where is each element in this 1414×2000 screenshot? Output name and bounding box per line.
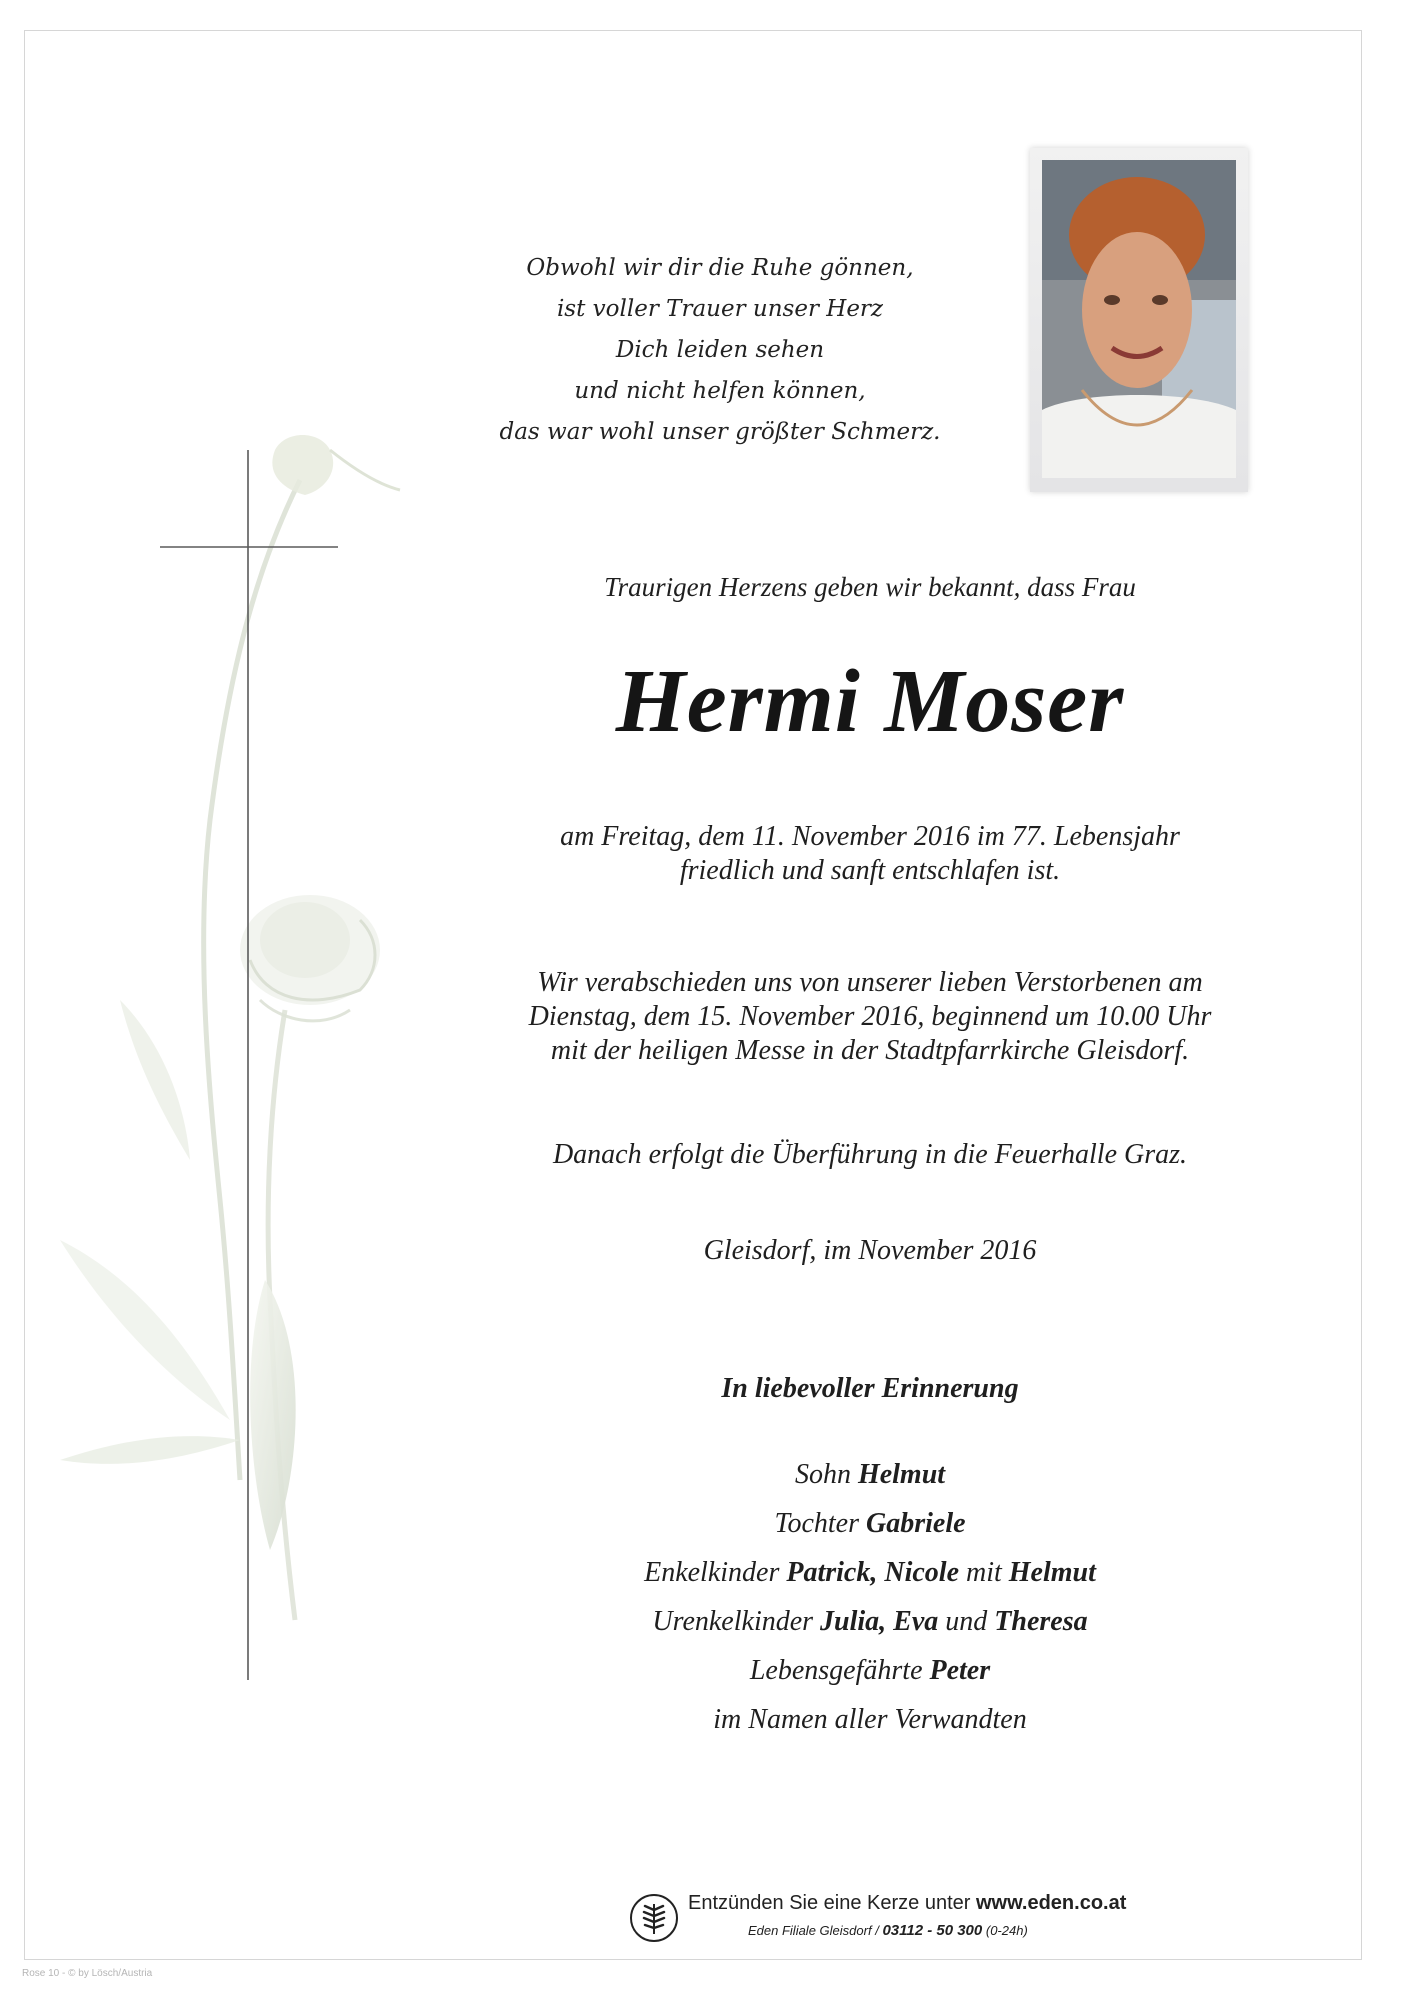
poem-line: ist voller Trauer unser Herz: [556, 296, 884, 322]
poem: [470, 248, 970, 453]
mourner-grandchildren: Enkelkinder Patrick, Nicole mit Helmut: [644, 1557, 1096, 1588]
mourner-partner: Lebensgefährte Peter: [749, 1655, 991, 1686]
poem-line: und nicht helfen können,: [574, 378, 866, 404]
rose-bud-icon: [272, 435, 400, 495]
memory-heading: In liebevoller Erinnerung: [721, 1373, 1019, 1404]
design-credit: Rose 10 - © by Lösch/Austria: [22, 1968, 153, 1979]
mourner-great-grandchildren: Urenkelkinder Julia, Eva und Theresa: [652, 1606, 1088, 1637]
portrait-frame: [1030, 148, 1248, 492]
leaf-icon: [250, 1280, 295, 1550]
eden-logo-icon: [630, 1894, 678, 1942]
rose-and-cross-decoration: [60, 300, 420, 1780]
death-statement: [500, 820, 1240, 888]
phone-number: 03112 - 50 300: [882, 1922, 983, 1939]
candle-notice: Entzünden Sie eine Kerze unter www.eden.co.at: [688, 1892, 1127, 1914]
eden-website-link[interactable]: www.eden.co.at: [975, 1892, 1127, 1914]
poem-line: Obwohl wir dir die Ruhe gönnen,: [526, 255, 914, 281]
poem-line: das war wohl unser größter Schmerz.: [499, 419, 941, 445]
rose-blossom-icon: [240, 895, 380, 1021]
mourners-list: [500, 1450, 1240, 1744]
branch-contact: Eden Filiale Gleisdorf / 03112 - 50 300 (0-24h): [748, 1922, 1028, 1939]
portrait-photo: [1042, 160, 1236, 478]
mourner-son: Sohn Helmut: [794, 1459, 946, 1490]
death-line: am Freitag, dem 11. November 2016 im 77. Lebensjahr: [560, 821, 1180, 852]
announcement-intro: Traurigen Herzens geben wir bekannt, dass Frau: [604, 572, 1136, 602]
mourners-closing: im Namen aller Verwandten: [713, 1704, 1027, 1735]
farewell-line: Wir verabschieden uns von unserer lieben Verstorbenen am: [537, 967, 1203, 998]
farewell-line: mit der heiligen Messe in der Stadtpfarrkirche Gleisdorf.: [550, 1035, 1190, 1066]
footer: [630, 1892, 1230, 1952]
farewell-line: Dienstag, dem 15. November 2016, beginnend um 10.00 Uhr: [528, 1001, 1212, 1032]
place-date: Gleisdorf, im November 2016: [703, 1235, 1037, 1266]
farewell-statement: [500, 966, 1240, 1068]
mourner-daughter: Tochter Gabriele: [774, 1508, 966, 1539]
poem-line: Dich leiden sehen: [615, 337, 825, 363]
transfer-statement: Danach erfolgt die Überführung in die Feuerhalle Graz.: [552, 1139, 1188, 1170]
death-line: friedlich und sanft entschlafen ist.: [679, 855, 1061, 886]
deceased-name: Hermi Moser: [615, 652, 1125, 751]
